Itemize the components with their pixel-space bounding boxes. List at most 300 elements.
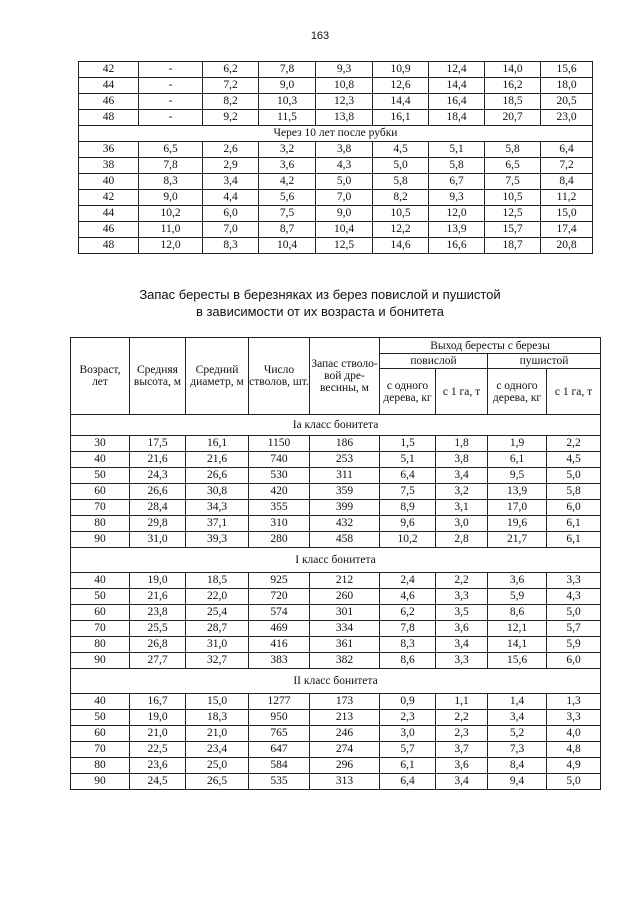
table-cell: 8,3	[380, 637, 436, 653]
table-cell: 3,7	[436, 742, 488, 758]
table-cell: 9,2	[203, 110, 259, 126]
table-cell: 2,3	[436, 726, 488, 742]
table-cell: 15,6	[488, 653, 547, 669]
table-cell: 14,0	[485, 62, 541, 78]
table-cell: 8,9	[380, 500, 436, 516]
table-cell: 90	[71, 532, 130, 548]
table-cell: 44	[79, 78, 139, 94]
table-cell: 3,1	[436, 500, 488, 516]
table-cell: 186	[310, 436, 380, 452]
table-cell: 5,0	[547, 468, 601, 484]
table-cell: 20,5	[541, 94, 593, 110]
table-cell: 5,9	[547, 637, 601, 653]
table-cell: 40	[79, 174, 139, 190]
table-cell: 6,2	[380, 605, 436, 621]
table-cell: 2,6	[203, 142, 259, 158]
table-cell: 4,6	[380, 589, 436, 605]
table-cell: 9,5	[488, 468, 547, 484]
table-row	[79, 174, 593, 190]
table-cell: 6,4	[541, 142, 593, 158]
table-cell: 535	[249, 774, 310, 790]
table-cell: 3,4	[436, 468, 488, 484]
table-cell: 6,0	[547, 500, 601, 516]
table-cell: 4,2	[259, 174, 316, 190]
table-cell: 4,5	[547, 452, 601, 468]
table-row	[71, 516, 601, 532]
table-cell: 80	[71, 516, 130, 532]
table-cell: 3,5	[436, 605, 488, 621]
table-cell: 48	[79, 238, 139, 254]
table-cell: 7,5	[485, 174, 541, 190]
table-cell: 11,0	[139, 222, 203, 238]
table-cell: 8,2	[203, 94, 259, 110]
table-row	[71, 468, 601, 484]
table-cell: 1150	[249, 436, 310, 452]
table-cell: 36	[79, 142, 139, 158]
table-cell: 14,4	[429, 78, 485, 94]
table-cell: 34,3	[186, 500, 249, 516]
table-cell: 3,3	[547, 710, 601, 726]
table-cell: 14,4	[373, 94, 429, 110]
table-cell: 399	[310, 500, 380, 516]
table-cell: 10,4	[316, 222, 373, 238]
table-cell: 3,6	[488, 573, 547, 589]
table-cell: 530	[249, 468, 310, 484]
table-cell: 16,1	[373, 110, 429, 126]
table-cell: 8,4	[488, 758, 547, 774]
table-cell: 12,2	[373, 222, 429, 238]
table-cell: 432	[310, 516, 380, 532]
table-row	[71, 436, 601, 452]
table-cell: 15,0	[186, 694, 249, 710]
table-row	[71, 694, 601, 710]
table-cell: 14,1	[488, 637, 547, 653]
table-cell: 90	[71, 774, 130, 790]
table-cell: 14,6	[373, 238, 429, 254]
table-row	[79, 62, 593, 78]
table-cell: 13,9	[429, 222, 485, 238]
section-label: I класс бонитета	[71, 548, 601, 573]
table-cell: 21,6	[130, 452, 186, 468]
table-cell: 37,1	[186, 516, 249, 532]
table-cell: 3,3	[436, 653, 488, 669]
table-row	[79, 190, 593, 206]
table-cell: 60	[71, 484, 130, 500]
table-row	[79, 110, 593, 126]
table-cell: 17,0	[488, 500, 547, 516]
table-cell: 420	[249, 484, 310, 500]
table-cell: 5,0	[547, 774, 601, 790]
table-cell: 5,1	[380, 452, 436, 468]
table-cell: 458	[310, 532, 380, 548]
table-cell: -	[139, 110, 203, 126]
table-cell: 3,3	[436, 589, 488, 605]
table-cell: 50	[71, 710, 130, 726]
table-cell: 12,0	[429, 206, 485, 222]
table-cell: 16,1	[186, 436, 249, 452]
table-cell: 21,6	[130, 589, 186, 605]
continuation-table	[78, 61, 593, 254]
table-cell: 6,7	[429, 174, 485, 190]
table-cell: 173	[310, 694, 380, 710]
table-cell: 3,0	[436, 516, 488, 532]
page-number: 163	[310, 30, 330, 42]
table-row	[71, 484, 601, 500]
table-cell: 3,4	[488, 710, 547, 726]
header-per-tree: с одного дерева, кг	[488, 369, 547, 415]
table-cell: 19,0	[130, 573, 186, 589]
table-cell: 11,2	[541, 190, 593, 206]
header-trunks: Число стволов, шт.	[249, 338, 310, 415]
table-cell: 28,4	[130, 500, 186, 516]
table-cell: 7,2	[541, 158, 593, 174]
table-cell: 1,3	[547, 694, 601, 710]
table-cell: 42	[79, 62, 139, 78]
table-cell: 4,5	[373, 142, 429, 158]
table-row	[71, 742, 601, 758]
section-row	[71, 415, 601, 436]
table-cell: 40	[71, 694, 130, 710]
table-cell: 296	[310, 758, 380, 774]
table-cell: 8,6	[488, 605, 547, 621]
table-cell: 260	[310, 589, 380, 605]
table-cell: 18,0	[541, 78, 593, 94]
table-cell: 40	[71, 452, 130, 468]
table-cell: 23,0	[541, 110, 593, 126]
table-cell: 5,2	[488, 726, 547, 742]
table-cell: 9,3	[429, 190, 485, 206]
table-body	[71, 415, 601, 790]
header-pendula: повислой	[380, 354, 488, 369]
table-cell: 2,2	[436, 710, 488, 726]
table-cell: 9,0	[259, 78, 316, 94]
table-cell: 16,4	[429, 94, 485, 110]
table-cell: 7,2	[203, 78, 259, 94]
table-cell: 12,6	[373, 78, 429, 94]
table-row	[79, 142, 593, 158]
table-cell: 3,4	[436, 637, 488, 653]
table-cell: 1,1	[436, 694, 488, 710]
table-cell: 10,3	[259, 94, 316, 110]
table-cell: 42	[79, 190, 139, 206]
table-cell: 584	[249, 758, 310, 774]
table-cell: 5,0	[373, 158, 429, 174]
header-per-ha: с 1 га, т	[547, 369, 601, 415]
table-cell: 10,9	[373, 62, 429, 78]
table-cell: 3,0	[380, 726, 436, 742]
table-cell: 7,5	[380, 484, 436, 500]
table-cell: 355	[249, 500, 310, 516]
table-header	[71, 338, 601, 415]
table-cell: 13,8	[316, 110, 373, 126]
table-cell: 29,8	[130, 516, 186, 532]
table-cell: 18,4	[429, 110, 485, 126]
table-cell: 7,3	[488, 742, 547, 758]
table-cell: 70	[71, 742, 130, 758]
table-cell: 10,5	[373, 206, 429, 222]
table-cell: 3,6	[436, 758, 488, 774]
table-cell: 5,6	[259, 190, 316, 206]
table-cell: 9,4	[488, 774, 547, 790]
table-cell: 274	[310, 742, 380, 758]
table-cell: 10,2	[139, 206, 203, 222]
table-cell: 39,3	[186, 532, 249, 548]
table-cell: 12,0	[139, 238, 203, 254]
table-cell: 3,2	[436, 484, 488, 500]
table-cell: 925	[249, 573, 310, 589]
table-cell: 2,9	[203, 158, 259, 174]
table-cell: 31,0	[186, 637, 249, 653]
table-cell: 20,7	[485, 110, 541, 126]
birch-bark-stock-table	[70, 337, 601, 790]
table-cell: 23,6	[130, 758, 186, 774]
table-cell: 2,2	[436, 573, 488, 589]
table-cell: 32,7	[186, 653, 249, 669]
table-cell: 70	[71, 500, 130, 516]
table-cell: 5,0	[547, 605, 601, 621]
table-cell: 26,5	[186, 774, 249, 790]
table-cell: 16,2	[485, 78, 541, 94]
table-row	[71, 532, 601, 548]
table-cell: 23,8	[130, 605, 186, 621]
table-cell: 22,0	[186, 589, 249, 605]
table-cell: 21,0	[130, 726, 186, 742]
table-cell: 15,7	[485, 222, 541, 238]
table-cell: 5,0	[316, 174, 373, 190]
continuation-rows-after	[79, 142, 593, 254]
table-cell: 70	[71, 621, 130, 637]
table-cell: 4,0	[547, 726, 601, 742]
table-cell: 5,8	[485, 142, 541, 158]
table-cell: 213	[310, 710, 380, 726]
table-cell: 212	[310, 573, 380, 589]
table-cell: 5,9	[488, 589, 547, 605]
table-cell: 301	[310, 605, 380, 621]
table-cell: 6,1	[547, 516, 601, 532]
table-title-line-1: Запас бересты в березняках из берез повислой и пушистой	[139, 287, 501, 302]
table-cell: 9,3	[316, 62, 373, 78]
table-cell: 720	[249, 589, 310, 605]
table-cell: 4,4	[203, 190, 259, 206]
table-cell: 8,7	[259, 222, 316, 238]
table-cell: -	[139, 94, 203, 110]
table-cell: 3,8	[436, 452, 488, 468]
table-row	[79, 78, 593, 94]
table-cell: 38	[79, 158, 139, 174]
table-cell: 6,5	[485, 158, 541, 174]
header-pubescens: пушистой	[488, 354, 601, 369]
table-cell: 9,0	[316, 206, 373, 222]
table-cell: 0,9	[380, 694, 436, 710]
table-cell: 6,1	[488, 452, 547, 468]
table-cell: 416	[249, 637, 310, 653]
table-cell: 25,0	[186, 758, 249, 774]
table-cell: 1,4	[488, 694, 547, 710]
table-cell: 24,3	[130, 468, 186, 484]
table-cell: 10,8	[316, 78, 373, 94]
table-cell: 80	[71, 637, 130, 653]
table-cell: 18,7	[485, 238, 541, 254]
table-cell: 4,9	[547, 758, 601, 774]
table-row	[71, 774, 601, 790]
table-cell: 246	[310, 726, 380, 742]
table-cell: 7,8	[380, 621, 436, 637]
table-cell: 21,0	[186, 726, 249, 742]
section-row	[79, 126, 593, 142]
table-cell: 5,8	[373, 174, 429, 190]
table-cell: 10,4	[259, 238, 316, 254]
table-cell: 20,8	[541, 238, 593, 254]
table-cell: 12,5	[316, 238, 373, 254]
table-cell: 383	[249, 653, 310, 669]
table-cell: 6,1	[547, 532, 601, 548]
table-cell: 7,5	[259, 206, 316, 222]
table-cell: -	[139, 78, 203, 94]
section-label: Iа класс бонитета	[71, 415, 601, 436]
table-cell: 6,2	[203, 62, 259, 78]
table-cell: 17,4	[541, 222, 593, 238]
table-cell: 280	[249, 532, 310, 548]
table-row	[71, 653, 601, 669]
table-row	[71, 573, 601, 589]
table-cell: 23,4	[186, 742, 249, 758]
table-cell: 19,6	[488, 516, 547, 532]
table-cell: 5,1	[429, 142, 485, 158]
table-cell: 3,8	[316, 142, 373, 158]
table-cell: 8,3	[139, 174, 203, 190]
table-cell: 3,6	[436, 621, 488, 637]
table-cell: 7,8	[139, 158, 203, 174]
table-cell: 6,4	[380, 468, 436, 484]
table-cell: 46	[79, 94, 139, 110]
table-cell: 21,7	[488, 532, 547, 548]
table-cell: 740	[249, 452, 310, 468]
table-row	[71, 758, 601, 774]
table-cell: 21,6	[186, 452, 249, 468]
table-cell: 8,4	[541, 174, 593, 190]
table-cell: 26,6	[130, 484, 186, 500]
table-cell: 46	[79, 222, 139, 238]
table-cell: 574	[249, 605, 310, 621]
table-cell: 647	[249, 742, 310, 758]
table-cell: 60	[71, 726, 130, 742]
table-cell: 26,8	[130, 637, 186, 653]
table-row	[71, 605, 601, 621]
table-cell: 18,5	[186, 573, 249, 589]
table-cell: 26,6	[186, 468, 249, 484]
section-label: II класс бонитета	[71, 669, 601, 694]
section-label: Через 10 лет после рубки	[79, 126, 593, 142]
table-cell: 5,7	[380, 742, 436, 758]
table-cell: 9,6	[380, 516, 436, 532]
table-cell: 7,8	[259, 62, 316, 78]
table-cell: 5,8	[429, 158, 485, 174]
table-cell: 6,0	[203, 206, 259, 222]
table-cell: 3,3	[547, 573, 601, 589]
table-cell: 50	[71, 468, 130, 484]
table-row	[79, 238, 593, 254]
table-cell: 30	[71, 436, 130, 452]
table-row	[71, 589, 601, 605]
table-cell: 313	[310, 774, 380, 790]
table-cell: 950	[249, 710, 310, 726]
table-cell: 22,5	[130, 742, 186, 758]
table-cell: 2,2	[547, 436, 601, 452]
table-cell: 16,6	[429, 238, 485, 254]
section-row	[71, 669, 601, 694]
table-cell: 361	[310, 637, 380, 653]
continuation-rows-before	[79, 62, 593, 126]
table-cell: 15,0	[541, 206, 593, 222]
table-cell: 253	[310, 452, 380, 468]
table-cell: 12,5	[485, 206, 541, 222]
table-cell: 90	[71, 653, 130, 669]
table-cell: 12,3	[316, 94, 373, 110]
table-cell: 4,3	[547, 589, 601, 605]
table-cell: 2,3	[380, 710, 436, 726]
table-cell: 6,5	[139, 142, 203, 158]
table-cell: 5,8	[547, 484, 601, 500]
table-cell: 765	[249, 726, 310, 742]
header-age: Возраст, лет	[71, 338, 130, 415]
table-cell: 40	[71, 573, 130, 589]
table-cell: 7,0	[203, 222, 259, 238]
header-output: Выход бересты с березы	[380, 338, 601, 354]
table-title-line-2: в зависимости от их возраста и бонитета	[195, 304, 445, 319]
table-cell: 3,6	[259, 158, 316, 174]
table-cell: 44	[79, 206, 139, 222]
table-cell: 382	[310, 653, 380, 669]
table-cell: 18,3	[186, 710, 249, 726]
table-cell: 3,4	[203, 174, 259, 190]
table-cell: 3,2	[259, 142, 316, 158]
table-cell: -	[139, 62, 203, 78]
table-row	[79, 206, 593, 222]
table-cell: 30,8	[186, 484, 249, 500]
table-cell: 310	[249, 516, 310, 532]
table-cell: 15,6	[541, 62, 593, 78]
table-cell: 19,0	[130, 710, 186, 726]
table-row	[79, 158, 593, 174]
header-per-ha: с 1 га, т	[436, 369, 488, 415]
table-cell: 48	[79, 110, 139, 126]
table-row	[71, 637, 601, 653]
table-cell: 50	[71, 589, 130, 605]
table-row	[79, 222, 593, 238]
table-cell: 1,8	[436, 436, 488, 452]
table-row	[71, 452, 601, 468]
table-cell: 25,5	[130, 621, 186, 637]
table-cell: 12,1	[488, 621, 547, 637]
table-cell: 4,3	[316, 158, 373, 174]
table-row	[79, 94, 593, 110]
table-row	[71, 710, 601, 726]
section-row	[71, 548, 601, 573]
table-cell: 8,6	[380, 653, 436, 669]
table-cell: 18,5	[485, 94, 541, 110]
table-cell: 80	[71, 758, 130, 774]
table-cell: 6,0	[547, 653, 601, 669]
table-cell: 359	[310, 484, 380, 500]
table-cell: 60	[71, 605, 130, 621]
table-cell: 9,0	[139, 190, 203, 206]
table-cell: 2,4	[380, 573, 436, 589]
table-cell: 28,7	[186, 621, 249, 637]
table-cell: 6,1	[380, 758, 436, 774]
table-cell: 1,9	[488, 436, 547, 452]
table-row	[71, 500, 601, 516]
header-stock: Запас стволо-вой дре-весины, м	[310, 338, 380, 415]
